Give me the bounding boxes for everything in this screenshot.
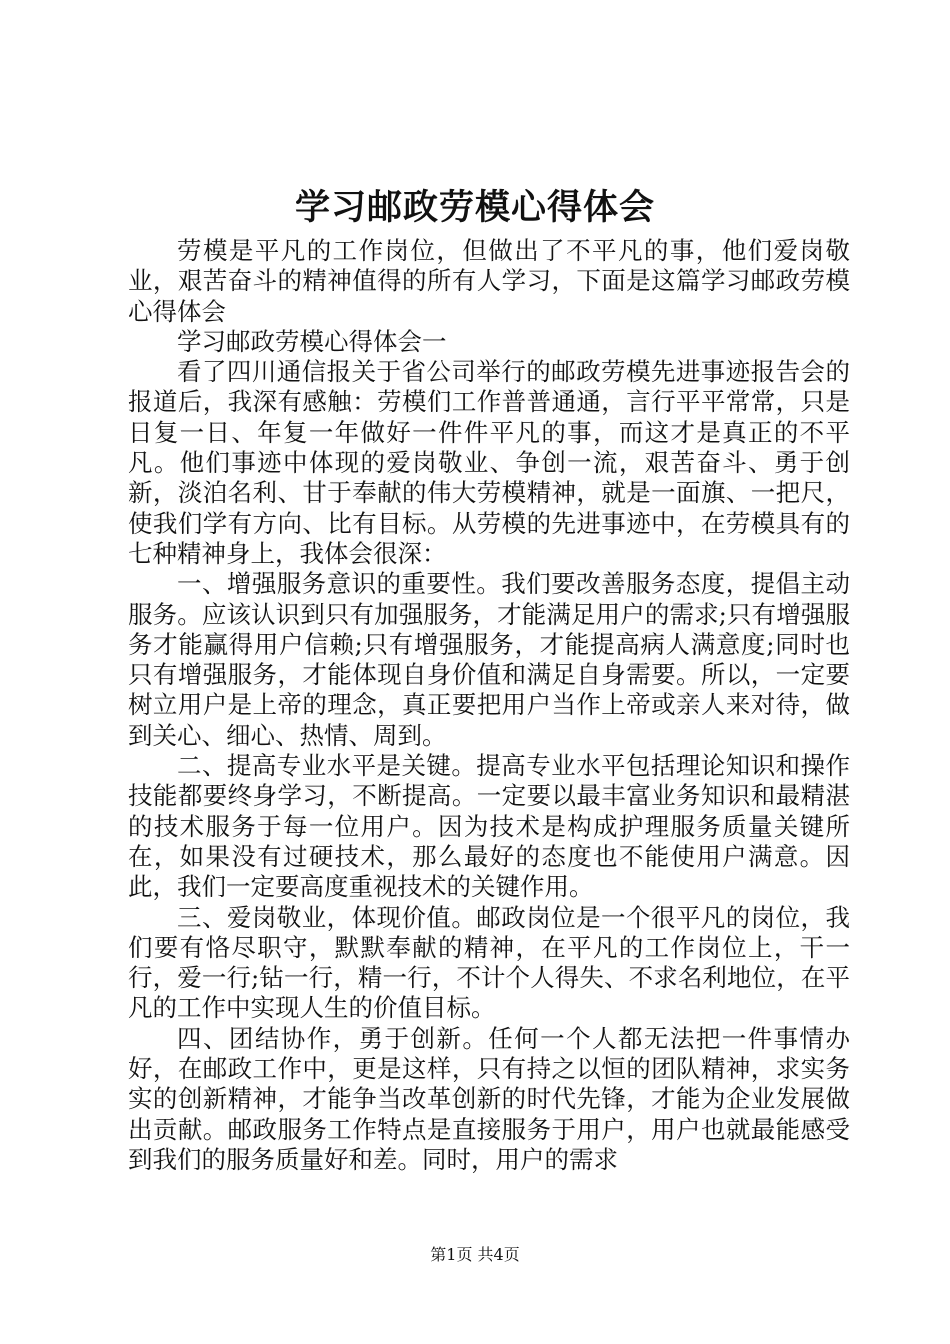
paragraph-report: 看了四川通信报关于省公司举行的邮政劳模先进事迹报告会的报道后，我深有感触：劳模们工作普普通通，言行平平常常，只是日复一日、年复一年做好一件件平凡的事，而这才是真正的不平凡。他们事迹中体现的爱岗敬业、争创一流，艰苦奋斗、勇于创新，淡泊名利、甘于奉献的伟大劳模精神，就是一面旗、一把尺，使我们学有方向、比有目标。从劳模的先进事迹中，在劳模具有的七种精神身上，我体会很深：	[128, 357, 850, 568]
paragraph-intro: 劳模是平凡的工作岗位，但做出了不平凡的事，他们爱岗敬业，艰苦奋斗的精神值得的所有人学习，下面是这篇学习邮政劳模心得体会	[128, 236, 850, 326]
document-body	[128, 236, 850, 1175]
paragraph-point-two: 二、提高专业水平是关键。提高专业水平包括理论知识和操作技能都要终身学习，不断提高。一定要以最丰富业务知识和最精湛的技术服务于每一位用户。因为技术是构成护理服务质量关键所在，如果没有过硬技术，那么最好的态度也不能使用户满意。因此，我们一定要高度重视技术的关键作用。	[128, 751, 850, 902]
paragraph-point-three: 三、爱岗敬业，体现价值。邮政岗位是一个很平凡的岗位，我们要有恪尽职守，默默奉献的精神，在平凡的工作岗位上，干一行，爱一行;钻一行，精一行，不计个人得失、不求名利地位，在平凡的工作中实现人生的价值目标。	[128, 902, 850, 1023]
document-title: 学习邮政劳模心得体会	[294, 187, 655, 228]
paragraph-section-heading: 学习邮政劳模心得体会一	[177, 326, 447, 356]
paragraph-point-one: 一、增强服务意识的重要性。我们要改善服务态度，提倡主动服务。应该认识到只有加强服务，才能满足用户的需求;只有增强服务才能赢得用户信赖;只有增强服务，才能提高病人满意度;同时也只有增强服务，才能体现自身价值和满足自身需要。所以，一定要树立用户是上帝的理念，真正要把用户当作上帝或亲人来对待，做到关心、细心、热情、周到。	[128, 569, 850, 750]
page-number-footer: 第1页 共4页	[430, 1245, 520, 1264]
paragraph-point-four: 四、团结协作，勇于创新。任何一个人都无法把一件事情办好，在邮政工作中，更是这样，只有持之以恒的团队精神，求实务实的创新精神，才能争当改革创新的时代先锋，才能为企业发展做出贡献。邮政服务工作特点是直接服务于用户，用户也就最能感受到我们的服务质量好和差。同时，用户的需求	[128, 1023, 850, 1174]
